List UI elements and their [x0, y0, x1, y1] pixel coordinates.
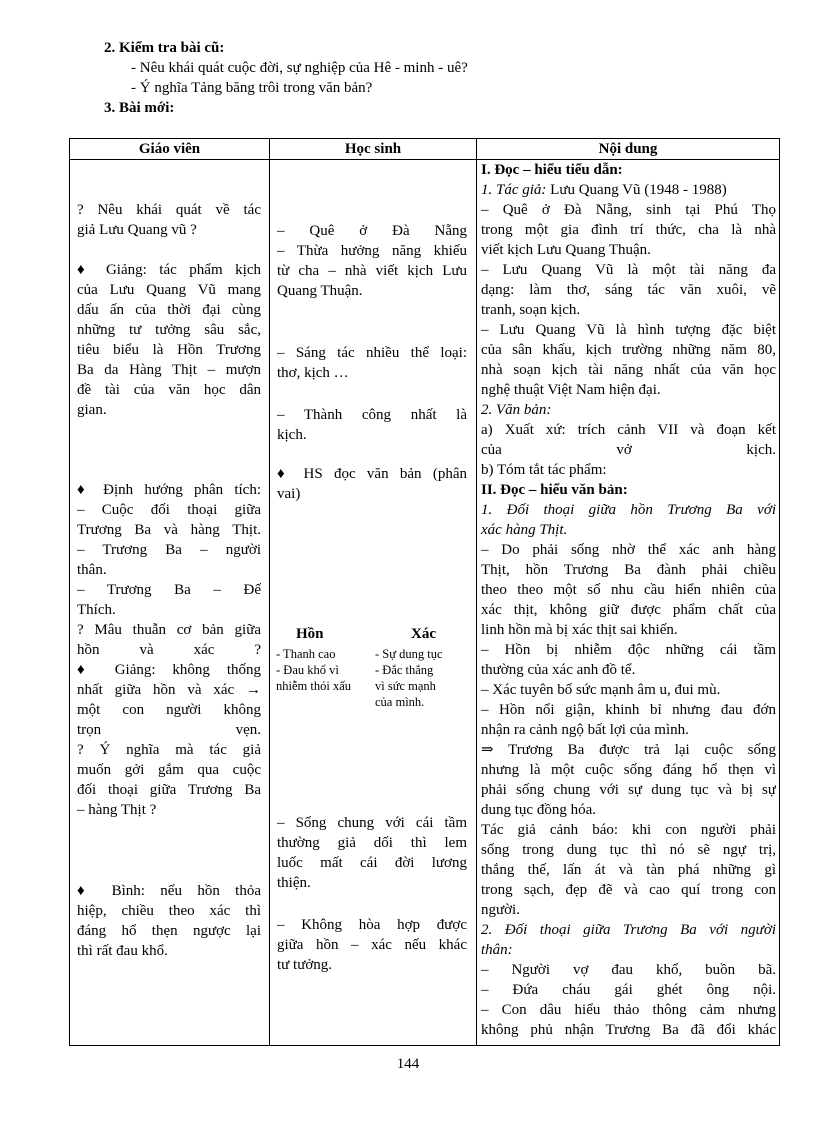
teacher-guidance: Thích.	[77, 602, 116, 618]
content-paragraph: trong một gia đình trí thức, cha là nhà	[481, 222, 776, 238]
author-text: Lưu Quang Vũ (1948 - 1988)	[546, 182, 727, 198]
content-subheading: xác hàng Thịt.	[481, 522, 568, 538]
hon-item: nhiễm thói xấu	[276, 679, 351, 693]
content-paragraph: người.	[481, 902, 520, 918]
student-answer: tư tưởng.	[277, 957, 333, 973]
content-paragraph: trong sạch, đẹp đẽ và cao quí trong con	[481, 882, 776, 898]
xac-title: Xác	[411, 626, 436, 642]
content-heading-2: II. Đọc – hiểu văn bản:	[481, 482, 628, 498]
teacher-guidance: – hàng Thịt ?	[77, 802, 157, 818]
teacher-guidance: thân.	[77, 562, 107, 578]
header-content: Nội dung	[598, 141, 658, 157]
content-paragraph: – Hồn bị nhiễm độc những cái tầm	[481, 642, 776, 658]
content-paragraph: – Con dâu hiểu thảo thông cảm nhưng	[481, 1002, 776, 1018]
content-paragraph: nhận ra cảnh ngộ bất lợi của mình.	[481, 722, 689, 738]
student-answer: – Sáng tác nhiều thể loại:	[277, 345, 467, 361]
column-divider	[269, 139, 270, 1045]
review-question-2: - Ý nghĩa Tảng băng trôi trong văn bản?	[131, 80, 373, 96]
content-paragraph: linh hồn mà bị xác thịt sai khiến.	[481, 622, 678, 638]
content-paragraph: ⇒ Trương Ba được trả lại cuộc sống	[481, 742, 776, 758]
content-paragraph: theo theo một số nhu cầu hiển nhiên của	[481, 582, 776, 598]
content-subheading: 2. Đối thoại giữa Trương Ba với người	[481, 922, 776, 938]
hon-title: Hồn	[296, 626, 324, 642]
student-answer: – Thừa hưởng năng khiếu	[277, 243, 467, 259]
teacher-guidance: đối thoại giữa Trương Ba	[77, 782, 261, 798]
teacher-guidance: muốn gởi gắm qua cuộc	[77, 762, 261, 778]
column-divider	[476, 139, 477, 1045]
teacher-guidance: – Cuộc đối thoại giữa	[77, 502, 261, 518]
teacher-guidance: nhất giữa hồn và xác →	[77, 682, 261, 698]
content-paragraph: thắng thế, lấn át và tàn phá những gì	[481, 862, 776, 878]
student-answer: giữa hồn – xác nếu khác	[277, 937, 467, 953]
text-subheading: 2. Văn bản:	[481, 402, 552, 418]
teacher-guidance: ? Ý nghĩa mà tác giả	[77, 742, 261, 758]
review-question-1: - Nêu khái quát cuộc đời, sự nghiệp của Hê - minh - uê?	[131, 60, 468, 76]
teacher-lecture: của Lưu Quang Vũ mang	[77, 282, 261, 298]
teacher-lecture: dấu ấn của thời đại cùng	[77, 302, 261, 318]
teacher-question: ? Nêu khái quát về tác	[77, 202, 261, 218]
content-paragraph: – Đứa cháu gái ghét ông nội.	[481, 982, 776, 998]
student-answer: – Thành công nhất là	[277, 407, 467, 423]
lesson-table	[69, 138, 780, 1046]
content-paragraph: – Quê ở Đà Nẵng, sinh tại Phú Thọ	[481, 202, 776, 218]
student-answer: – Không hòa hợp được	[277, 917, 467, 933]
student-answer: – Quê ở Đà Nẵng	[277, 223, 467, 239]
content-paragraph: của sân khấu, kịch trường những năm 80,	[481, 342, 776, 358]
xac-item: của mình.	[375, 695, 425, 709]
student-answer: – Sống chung với cái tầm	[277, 815, 467, 831]
teacher-lecture: gian.	[77, 402, 107, 418]
content-paragraph: xác thịt, không giữ được phẩm chất của	[481, 602, 776, 618]
teacher-guidance: hồn và xác ?	[77, 642, 261, 658]
author-line	[481, 180, 727, 200]
content-paragraph: – Hồn nổi giận, khinh bỉ nhưng đau đớn	[481, 702, 776, 718]
content-paragraph: – Xác tuyên bố sức mạnh âm u, đui mù.	[481, 682, 721, 698]
content-paragraph: viết kịch Lưu Quang Thuận.	[481, 242, 651, 258]
page-number: 144	[396, 1056, 420, 1072]
content-paragraph: dung tục đồng hóa.	[481, 802, 596, 818]
content-paragraph: của vở kịch.	[481, 442, 776, 458]
content-paragraph: dạng: làm thơ, sáng tác văn xuôi, vẽ	[481, 282, 776, 298]
student-answer: luốc mất cái đời lương	[277, 855, 467, 871]
teacher-lecture: tiêu biểu là Hồn Trương	[77, 342, 261, 358]
xac-item: - Sự dung tục	[375, 647, 443, 661]
teacher-question: giả Lưu Quang vũ ?	[77, 222, 197, 238]
header-student: Học sinh	[344, 141, 402, 157]
content-paragraph: – Lưu Quang Vũ là một tài năng đa	[481, 262, 776, 278]
content-paragraph: thường của xác anh đồ tể.	[481, 662, 636, 678]
content-paragraph: Tác giả cảnh báo: khi con người phải	[481, 822, 776, 838]
teacher-lecture: ♦ Giảng: tác phẩm kịch	[77, 262, 261, 278]
teacher-guidance: ♦ Định hướng phân tích:	[77, 482, 261, 498]
content-paragraph: b) Tóm tắt tác phẩm:	[481, 462, 607, 478]
content-paragraph: tranh, soạn kịch.	[481, 302, 581, 318]
xac-item: vì sức mạnh	[375, 679, 436, 693]
content-subheading: thân:	[481, 942, 513, 958]
student-answer: Quang Thuận.	[277, 283, 363, 299]
teacher-commentary: hiệp, chiều theo xác thì	[77, 903, 261, 919]
hon-item: - Đau khổ vì	[276, 663, 339, 677]
content-paragraph: a) Xuất xứ: trích cảnh VII và đoạn kết	[481, 422, 776, 438]
author-label: 1. Tác giả:	[481, 182, 547, 198]
content-paragraph: – Do phải sống nhờ thể xác anh hàng	[481, 542, 776, 558]
header-teacher: Giáo viên	[138, 141, 201, 157]
section-2-title: 2. Kiểm tra bài cũ:	[104, 40, 225, 56]
teacher-lecture: Ba da Hàng Thịt – mượn	[77, 362, 261, 378]
content-paragraph: sống trong dung tục thì nó sẽ ngự trị,	[481, 842, 776, 858]
teacher-guidance: – Trương Ba – Đế	[77, 582, 261, 598]
content-heading-1: I. Đọc – hiểu tiểu dẫn:	[481, 162, 623, 178]
content-paragraph: nhưng là một cuộc sống đáng hổ thẹn vì	[481, 762, 776, 778]
content-paragraph: Thịt, hồn Trương Ba đành phải chiều	[481, 562, 776, 578]
teacher-guidance: một con người không	[77, 702, 261, 718]
teacher-guidance: ♦ Giảng: không thống	[77, 662, 261, 678]
student-activity: vai)	[277, 486, 301, 502]
teacher-commentary: đáng hổ thẹn ngược lại	[77, 923, 261, 939]
student-answer: từ cha – nhà viết kịch Lưu	[277, 263, 467, 279]
hon-item: - Thanh cao	[276, 647, 336, 661]
student-activity: ♦ HS đọc văn bản (phân	[277, 466, 467, 482]
content-paragraph: nghệ thuật Việt Nam hiện đại.	[481, 382, 661, 398]
header-divider	[70, 159, 779, 160]
student-answer: thiện.	[277, 875, 311, 891]
content-paragraph: nhà soạn kịch tài năng nhất của văn học	[481, 362, 776, 378]
content-paragraph: phải sống chung với sự dung tục và bị sự	[481, 782, 776, 798]
content-paragraph: – Người vợ đau khổ, buồn bã.	[481, 962, 776, 978]
xac-item: - Đắc thắng	[375, 663, 434, 677]
student-answer: thơ, kịch …	[277, 365, 349, 381]
teacher-lecture: những tư tưởng sâu sắc,	[77, 322, 261, 338]
teacher-guidance: – Trương Ba – người	[77, 542, 261, 558]
content-paragraph: không phủ nhận Trương Ba đã đổi khác	[481, 1022, 776, 1038]
student-answer: thường giả dối thì lem	[277, 835, 467, 851]
content-paragraph: – Lưu Quang Vũ là hình tượng đặc biệt	[481, 322, 776, 338]
teacher-guidance: Trương Ba và hàng Thịt.	[77, 522, 261, 538]
teacher-commentary: ♦ Bình: nếu hồn thỏa	[77, 883, 261, 899]
teacher-commentary: thì rất đau khổ.	[77, 943, 168, 959]
teacher-lecture: đề tài của văn học dân	[77, 382, 261, 398]
content-subheading: 1. Đối thoại giữa hồn Trương Ba với	[481, 502, 776, 518]
student-answer: kịch.	[277, 427, 307, 443]
teacher-guidance: ? Mâu thuẫn cơ bản giữa	[77, 622, 261, 638]
section-3-title: 3. Bài mới:	[104, 100, 175, 116]
teacher-guidance: trọn vẹn.	[77, 722, 261, 738]
